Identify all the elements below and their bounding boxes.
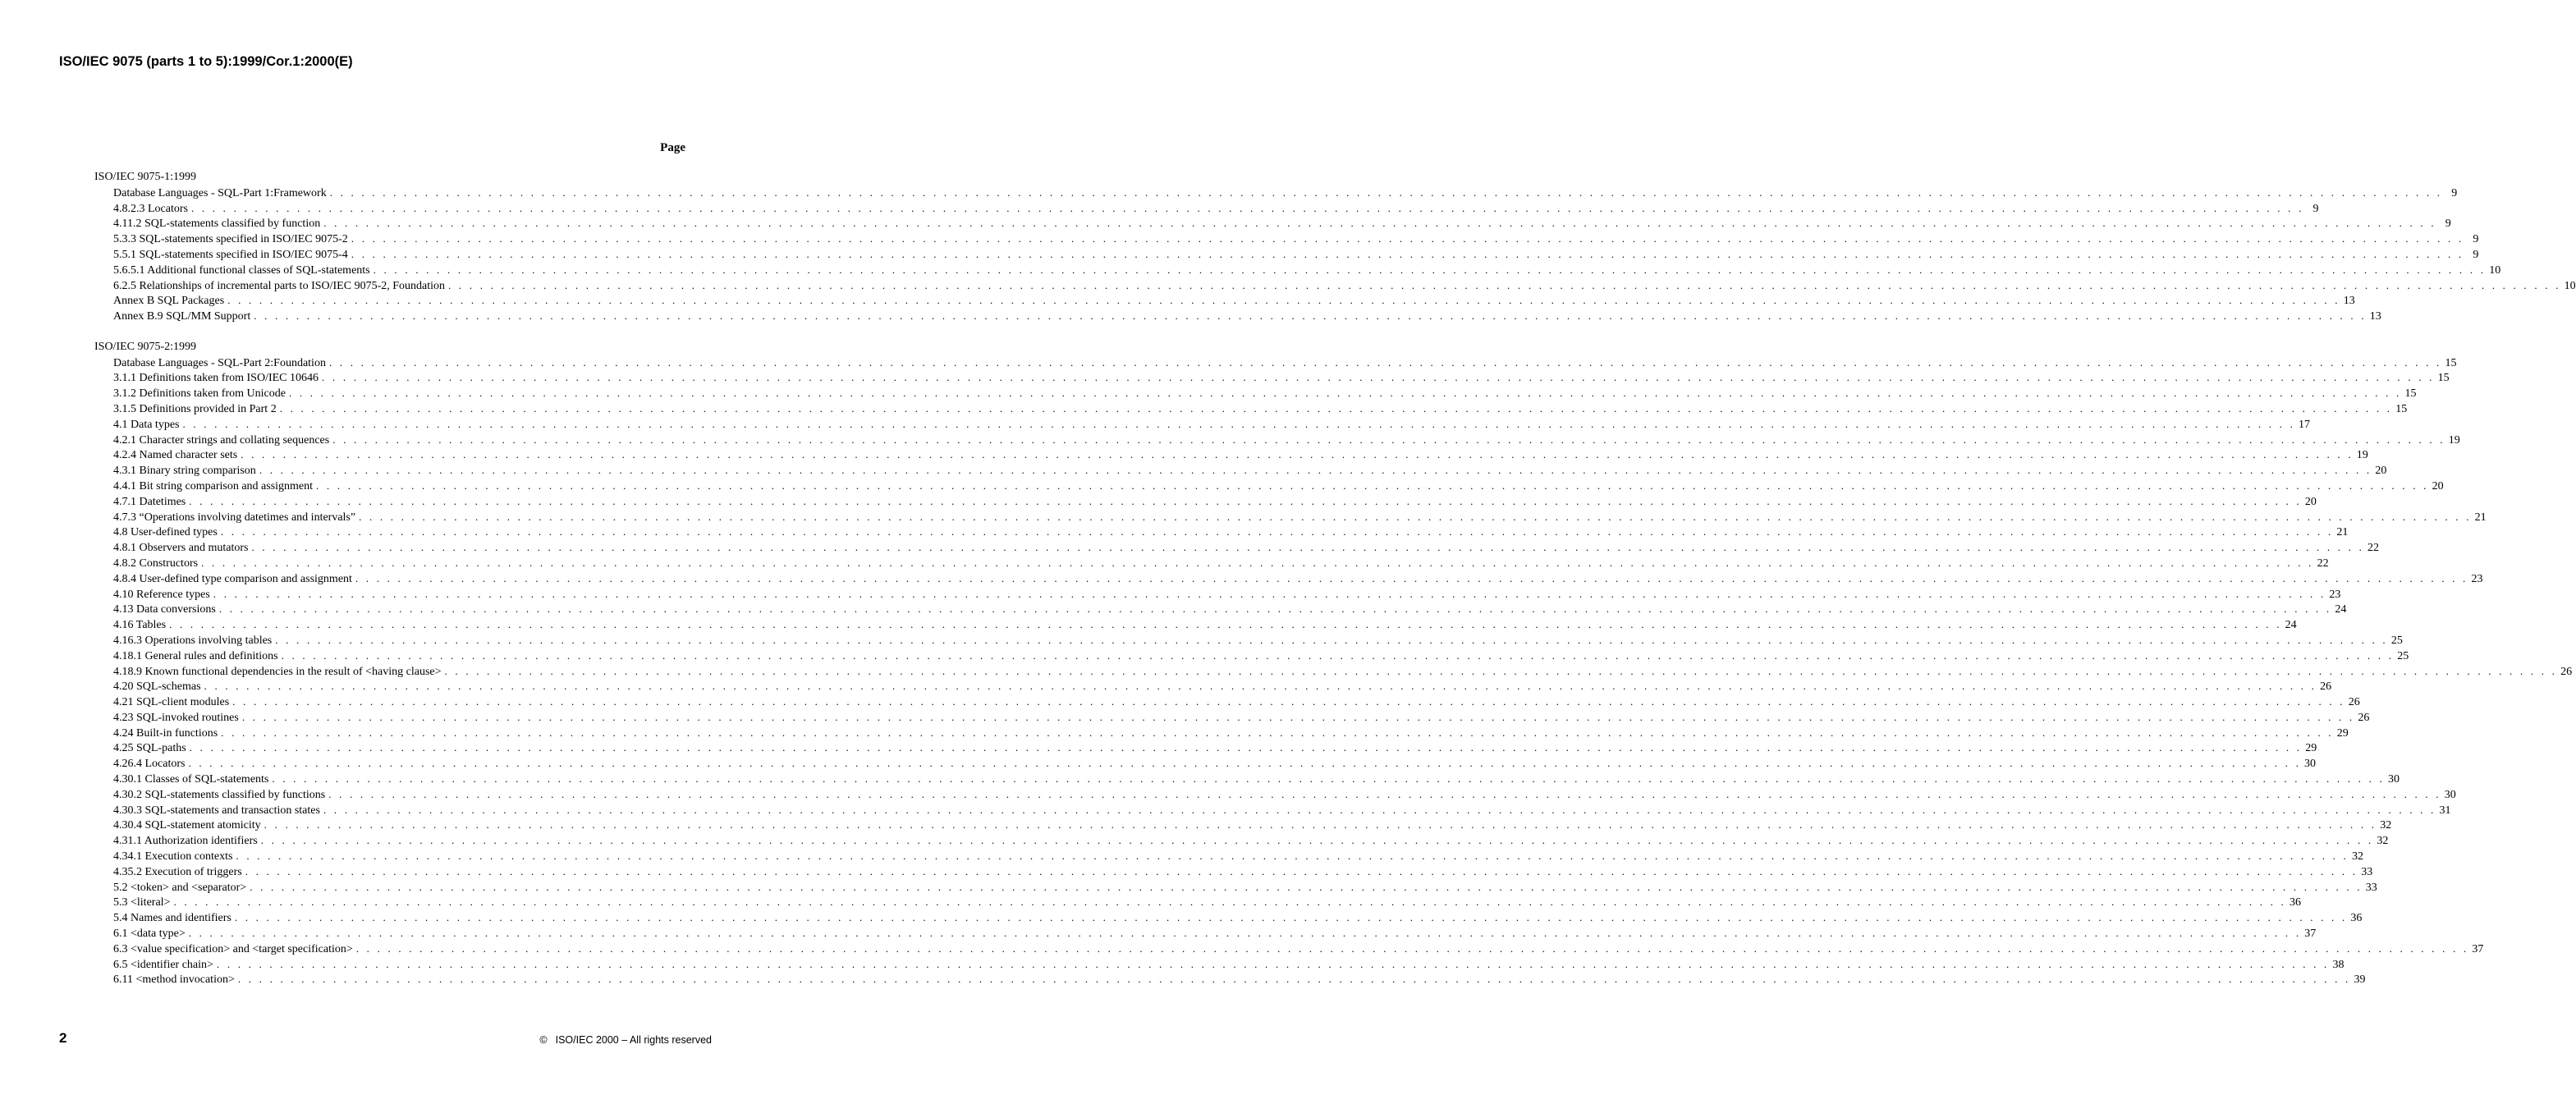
- toc-entry[interactable]: [94, 401, 2408, 417]
- copyright-notice: [539, 1034, 712, 1046]
- toc-entry[interactable]: [94, 926, 2317, 941]
- toc-entry-title: Database Languages - SQL-Part 2:Foundation: [113, 356, 326, 369]
- dot-leader: . . . . . . . . . . . . . . . . . . . . . . . . . . . . . . . . . . . . . . . . . . . . . . . . . . . . . . . . . . . . . . . . . . . . . . . . . . . . . . . . . . . . . . . . . . . . . . . . . . . . . . . . . . . . . . . . . . . . . . . . . . . . . . . . . . . . . . . . . . . . . . . . . . . . . . . . . . . . . . . . . . . . . . . . . . . . . . . . . . . . . . . . . . . . . . . . . . . . . . . .: [355, 571, 2468, 584]
- toc-entry-title: 4.30.1 Classes of SQL-statements: [113, 773, 269, 786]
- toc-entry[interactable]: [94, 617, 2297, 633]
- toc-entry-title: 4.20 SQL-schemas: [113, 680, 201, 694]
- toc-entry[interactable]: [94, 278, 2576, 294]
- toc-entry-title: 4.31.1 Authorization identifiers: [113, 835, 258, 848]
- toc-entry[interactable]: [94, 587, 2341, 602]
- toc-entry[interactable]: [94, 772, 2400, 787]
- toc-entry[interactable]: [94, 186, 2458, 201]
- toc-entry-title: 4.2.4 Named character sets: [113, 449, 238, 462]
- toc-entry[interactable]: [94, 679, 2332, 694]
- dot-leader: . . . . . . . . . . . . . . . . . . . . . . . . . . . . . . . . . . . . . . . . . . . . . . . . . . . . . . . . . . . . . . . . . . . . . . . . . . . . . . . . . . . . . . . . . . . . . . . . . . . . . . . . . . . . . . . . . . . . . . . . . . . . . . . . . . . . . . . . . . . . . . . . . . . . . . . . . . . . . . . . . . . . . . . . . . . . . . . . . . . . . . . . . . . . . . . . . . . . . . . .: [351, 247, 2464, 260]
- toc-entry-title: 6.2.5 Relationships of incremental parts to ISO/IEC 9075-2, Foundation: [113, 279, 446, 292]
- toc-entry-page: 32: [2380, 819, 2392, 832]
- toc-entry[interactable]: [94, 540, 2380, 556]
- dot-leader: . . . . . . . . . . . . . . . . . . . . . . . . . . . . . . . . . . . . . . . . . . . . . . . . . . . . . . . . . . . . . . . . . . . . . . . . . . . . . . . . . . . . . . . . . . . . . . . . . . . . . . . . . . . . . . . . . . . . . . . . . . . . . . . . . . . . . . . . . . . . . . . . . . . . . . . . . . . . . . . . . . . . . . . . . . . . . . . . . . . . . . . . . . . . . . . . . . . . . . . .: [259, 464, 2372, 477]
- toc-entry[interactable]: [94, 648, 2409, 664]
- toc-entry[interactable]: [94, 756, 2317, 772]
- toc-entry-title: 4.18.9 Known functional dependencies in the result of <having clause>: [113, 665, 442, 678]
- toc-entry-title: 4.18.1 General rules and definitions: [113, 649, 278, 662]
- toc-entry[interactable]: [94, 941, 2484, 957]
- dot-leader: . . . . . . . . . . . . . . . . . . . . . . . . . . . . . . . . . . . . . . . . . . . . . . . . . . . . . . . . . . . . . . . . . . . . . . . . . . . . . . . . . . . . . . . . . . . . . . . . . . . . . . . . . . . . . . . . . . . . . . . . . . . . . . . . . . . . . . . . . . . . . . . . . . . . . . . . . . . . . . . . . . . . . . . . . . . . . . . . . . . . . . . . . . . . . . . . . . . . . . . .: [188, 757, 2302, 770]
- dot-leader: . . . . . . . . . . . . . . . . . . . . . . . . . . . . . . . . . . . . . . . . . . . . . . . . . . . . . . . . . . . . . . . . . . . . . . . . . . . . . . . . . . . . . . . . . . . . . . . . . . . . . . . . . . . . . . . . . . . . . . . . . . . . . . . . . . . . . . . . . . . . . . . . . . . . . . . . . . . . . . . . . . . . . . . . . . . . . . . . . . . . . . . . . . . . . . . . . . . . . . . .: [227, 294, 2340, 307]
- toc-entry-title: 4.25 SQL-paths: [113, 742, 186, 755]
- dot-leader: . . . . . . . . . . . . . . . . . . . . . . . . . . . . . . . . . . . . . . . . . . . . . . . . . . . . . . . . . . . . . . . . . . . . . . . . . . . . . . . . . . . . . . . . . . . . . . . . . . . . . . . . . . . . . . . . . . . . . . . . . . . . . . . . . . . . . . . . . . . . . . . . . . . . . . . . . . . . . . . . . . . . . . . . . . . . . . . . . . . . . . . . . . . . . . . . . . . . . . . .: [328, 355, 2442, 369]
- dot-leader: . . . . . . . . . . . . . . . . . . . . . . . . . . . . . . . . . . . . . . . . . . . . . . . . . . . . . . . . . . . . . . . . . . . . . . . . . . . . . . . . . . . . . . . . . . . . . . . . . . . . . . . . . . . . . . . . . . . . . . . . . . . . . . . . . . . . . . . . . . . . . . . . . . . . . . . . . . . . . . . . . . . . . . . . . . . . . . . . . . . . . . . . . . . . . . . . . . . . . . . .: [279, 401, 2393, 415]
- toc-entry-page: 29: [2305, 742, 2317, 755]
- toc-entry-title: 4.16 Tables: [113, 619, 167, 632]
- toc-entry[interactable]: [94, 447, 2368, 463]
- toc-entry-title: 4.8.4 User-defined type comparison and assignment: [113, 572, 352, 585]
- dot-leader: . . . . . . . . . . . . . . . . . . . . . . . . . . . . . . . . . . . . . . . . . . . . . . . . . . . . . . . . . . . . . . . . . . . . . . . . . . . . . . . . . . . . . . . . . . . . . . . . . . . . . . . . . . . . . . . . . . . . . . . . . . . . . . . . . . . . . . . . . . . . . . . . . . . . . . . . . . . . . . . . . . . . . . . . . . . . . . . . . . . . . . . . . . . . . . . . . . . . . . . .: [237, 973, 2351, 986]
- toc-entry-title: 4.8.1 Observers and mutators: [113, 542, 249, 555]
- dot-leader: . . . . . . . . . . . . . . . . . . . . . . . . . . . . . . . . . . . . . . . . . . . . . . . . . . . . . . . . . . . . . . . . . . . . . . . . . . . . . . . . . . . . . . . . . . . . . . . . . . . . . . . . . . . . . . . . . . . . . . . . . . . . . . . . . . . . . . . . . . . . . . . . . . . . . . . . . . . . . . . . . . . . . . . . . . . . . . . . . . . . . . . . . . . . . . . . . . . . . . . .: [182, 417, 2296, 430]
- toc-entry-title: 4.4.1 Bit string comparison and assignment: [113, 479, 314, 492]
- toc-entry[interactable]: [94, 370, 2450, 386]
- toc-entry-page: 10: [2564, 279, 2576, 292]
- dot-leader: . . . . . . . . . . . . . . . . . . . . . . . . . . . . . . . . . . . . . . . . . . . . . . . . . . . . . . . . . . . . . . . . . . . . . . . . . . . . . . . . . . . . . . . . . . . . . . . . . . . . . . . . . . . . . . . . . . . . . . . . . . . . . . . . . . . . . . . . . . . . . . . . . . . . . . . . . . . . . . . . . . . . . . . . . . . . . . . . . . . . . . . . . . . . . . . . . . . . . . . .: [373, 263, 2487, 276]
- toc-entry[interactable]: [94, 633, 2403, 648]
- dot-leader: . . . . . . . . . . . . . . . . . . . . . . . . . . . . . . . . . . . . . . . . . . . . . . . . . . . . . . . . . . . . . . . . . . . . . . . . . . . . . . . . . . . . . . . . . . . . . . . . . . . . . . . . . . . . . . . . . . . . . . . . . . . . . . . . . . . . . . . . . . . . . . . . . . . . . . . . . . . . . . . . . . . . . . . . . . . . . . . . . . . . . . . . . . . . . . . . . . . . . . . .: [245, 864, 2358, 877]
- dot-leader: . . . . . . . . . . . . . . . . . . . . . . . . . . . . . . . . . . . . . . . . . . . . . . . . . . . . . . . . . . . . . . . . . . . . . . . . . . . . . . . . . . . . . . . . . . . . . . . . . . . . . . . . . . . . . . . . . . . . . . . . . . . . . . . . . . . . . . . . . . . . . . . . . . . . . . . . . . . . . . . . . . . . . . . . . . . . . . . . . . . . . . . . . . . . . . . . . . . . . . . .: [221, 726, 2334, 739]
- toc-entry-page: 32: [2377, 835, 2389, 848]
- toc-entry[interactable]: [94, 740, 2317, 756]
- toc-entry-title: 4.21 SQL-client modules: [113, 696, 230, 709]
- toc-entry-title: 4.26.4 Locators: [113, 758, 186, 771]
- toc-entry-title: 5.4 Names and identifiers: [113, 912, 231, 925]
- toc-entry[interactable]: [94, 263, 2501, 278]
- toc-entry-page: 29: [2336, 726, 2349, 740]
- toc-entry-page: 24: [2285, 619, 2297, 632]
- toc-entry-title: 4.30.4 SQL-statement atomicity: [113, 819, 261, 832]
- toc-entry[interactable]: [94, 201, 2319, 217]
- toc-entry-title: 4.35.2 Execution of triggers: [113, 865, 242, 878]
- toc-entry-page: 38: [2332, 958, 2345, 971]
- toc-entry[interactable]: [94, 556, 2329, 571]
- toc-entry[interactable]: [94, 726, 2349, 741]
- toc-entry-title: 4.3.1 Binary string comparison: [113, 465, 256, 478]
- toc-entry-page: 10: [2489, 263, 2501, 277]
- toc-entry-page: 15: [2395, 402, 2408, 415]
- toc-entry-page: 13: [2369, 310, 2381, 323]
- toc-section-heading: ISO/IEC 9075-2:1999: [94, 340, 197, 353]
- toc-entry-page: 30: [2304, 758, 2317, 771]
- toc-entry-page: 22: [2367, 542, 2380, 555]
- toc-entry-page: 20: [2304, 495, 2317, 508]
- copyright-icon: ©: [539, 1034, 548, 1046]
- toc-entry-page: 9: [2473, 233, 2479, 246]
- dot-leader: . . . . . . . . . . . . . . . . . . . . . . . . . . . . . . . . . . . . . . . . . . . . . . . . . . . . . . . . . . . . . . . . . . . . . . . . . . . . . . . . . . . . . . . . . . . . . . . . . . . . . . . . . . . . . . . . . . . . . . . . . . . . . . . . . . . . . . . . . . . . . . . . . . . . . . . . . . . . . . . . . . . . . . . . . . . . . . . . . . . . . . . . . . . . . . . . . . . . . . . .: [251, 541, 2365, 554]
- toc-entry-title: 4.23 SQL-invoked routines: [113, 711, 239, 724]
- dot-leader: . . . . . . . . . . . . . . . . . . . . . . . . . . . . . . . . . . . . . . . . . . . . . . . . . . . . . . . . . . . . . . . . . . . . . . . . . . . . . . . . . . . . . . . . . . . . . . . . . . . . . . . . . . . . . . . . . . . . . . . . . . . . . . . . . . . . . . . . . . . . . . . . . . . . . . . . . . . . . . . . . . . . . . . . . . . . . . . . . . . . . . . . . . . . . . . . . . . . . . . .: [316, 479, 2429, 492]
- toc-entry[interactable]: [94, 433, 2460, 448]
- toc-entry-page: 32: [2351, 850, 2363, 864]
- toc-entry-title: 4.8.2 Constructors: [113, 557, 199, 570]
- toc-entry-page: 37: [2304, 928, 2317, 941]
- dot-leader: . . . . . . . . . . . . . . . . . . . . . . . . . . . . . . . . . . . . . . . . . . . . . . . . . . . . . . . . . . . . . . . . . . . . . . . . . . . . . . . . . . . . . . . . . . . . . . . . . . . . . . . . . . . . . . . . . . . . . . . . . . . . . . . . . . . . . . . . . . . . . . . . . . . . . . . . . . . . . . . . . . . . . . . . . . . . . . . . . . . . . . . . . . . . . . . . . . . . . . . .: [329, 186, 2443, 199]
- toc-entry[interactable]: [94, 293, 2355, 309]
- toc-entry[interactable]: [94, 664, 2573, 680]
- toc-entry-page: 15: [2445, 356, 2457, 369]
- toc-entry[interactable]: [94, 309, 2381, 324]
- toc-entry-page: 23: [2329, 588, 2341, 601]
- toc-entry-title: 3.1.5 Definitions provided in Part 2: [113, 402, 277, 415]
- toc-entry-title: 5.5.1 SQL-statements specified in ISO/IEC 9075-4: [113, 248, 348, 261]
- toc-entry-page: 20: [2432, 479, 2444, 492]
- table-of-contents: [94, 170, 2576, 1003]
- toc-entry-page: 30: [2444, 788, 2456, 801]
- toc-entry-title: 4.7.3 “Operations involving datetimes and intervals”: [113, 511, 356, 524]
- toc-entry-title: 6.3 <value specification> and <target specification>: [113, 942, 353, 955]
- toc-entry-page: 26: [2560, 665, 2573, 678]
- toc-entry[interactable]: [94, 710, 2370, 726]
- dot-leader: . . . . . . . . . . . . . . . . . . . . . . . . . . . . . . . . . . . . . . . . . . . . . . . . . . . . . . . . . . . . . . . . . . . . . . . . . . . . . . . . . . . . . . . . . . . . . . . . . . . . . . . . . . . . . . . . . . . . . . . . . . . . . . . . . . . . . . . . . . . . . . . . . . . . . . . . . . . . . . . . . . . . . . . . . . . . . . . . . . . . . . . . . . . . . . . . . . . . . . . .: [232, 695, 2345, 708]
- dot-leader: . . . . . . . . . . . . . . . . . . . . . . . . . . . . . . . . . . . . . . . . . . . . . . . . . . . . . . . . . . . . . . . . . . . . . . . . . . . . . . . . . . . . . . . . . . . . . . . . . . . . . . . . . . . . . . . . . . . . . . . . . . . . . . . . . . . . . . . . . . . . . . . . . . . . . . . . . . . . . . . . . . . . . . . . . . . . . . . . . . . . . . . . . . . . . . . . . . . . . . . .: [254, 309, 2367, 323]
- toc-entry-title: 6.11 <method invocation>: [113, 973, 235, 987]
- toc-entry-title: 5.3.3 SQL-statements specified in ISO/IEC 9075-2: [113, 233, 348, 246]
- toc-entry[interactable]: [94, 957, 2345, 973]
- dot-leader: . . . . . . . . . . . . . . . . . . . . . . . . . . . . . . . . . . . . . . . . . . . . . . . . . . . . . . . . . . . . . . . . . . . . . . . . . . . . . . . . . . . . . . . . . . . . . . . . . . . . . . . . . . . . . . . . . . . . . . . . . . . . . . . . . . . . . . . . . . . . . . . . . . . . . . . . . . . . . . . . . . . . . . . . . . . . . . . . . . . . . . . . . . . . . . . . . . . . . . . .: [234, 911, 2348, 924]
- toc-entry-page: 9: [2473, 248, 2479, 261]
- toc-entry-title: Annex B SQL Packages: [113, 295, 225, 308]
- toc-entry-title: 6.1 <data type>: [113, 928, 186, 941]
- toc-entry-page: 22: [2317, 557, 2329, 570]
- toc-entry-title: 3.1.1 Definitions taken from ISO/IEC 10646: [113, 372, 319, 385]
- dot-leader: . . . . . . . . . . . . . . . . . . . . . . . . . . . . . . . . . . . . . . . . . . . . . . . . . . . . . . . . . . . . . . . . . . . . . . . . . . . . . . . . . . . . . . . . . . . . . . . . . . . . . . . . . . . . . . . . . . . . . . . . . . . . . . . . . . . . . . . . . . . . . . . . . . . . . . . . . . . . . . . . . . . . . . . . . . . . . . . . . . . . . . . . . . . . . . . . . . . . . . . .: [189, 494, 2302, 507]
- toc-entry-page: 21: [2336, 526, 2349, 539]
- toc-entry-page: 31: [2439, 804, 2451, 817]
- toc-entry[interactable]: [94, 571, 2483, 587]
- toc-entry[interactable]: [94, 479, 2444, 494]
- toc-entry-page: 23: [2471, 572, 2483, 585]
- dot-leader: . . . . . . . . . . . . . . . . . . . . . . . . . . . . . . . . . . . . . . . . . . . . . . . . . . . . . . . . . . . . . . . . . . . . . . . . . . . . . . . . . . . . . . . . . . . . . . . . . . . . . . . . . . . . . . . . . . . . . . . . . . . . . . . . . . . . . . . . . . . . . . . . . . . . . . . . . . . . . . . . . . . . . . . . . . . . . . . . . . . . . . . . . . . . . . . . . . . . . . . .: [444, 664, 2558, 677]
- toc-entry[interactable]: [94, 216, 2451, 231]
- dot-leader: . . . . . . . . . . . . . . . . . . . . . . . . . . . . . . . . . . . . . . . . . . . . . . . . . . . . . . . . . . . . . . . . . . . . . . . . . . . . . . . . . . . . . . . . . . . . . . . . . . . . . . . . . . . . . . . . . . . . . . . . . . . . . . . . . . . . . . . . . . . . . . . . . . . . . . . . . . . . . . . . . . . . . . . . . . . . . . . . . . . . . . . . . . . . . . . . . . . . . . . .: [190, 201, 2304, 214]
- dot-leader: . . . . . . . . . . . . . . . . . . . . . . . . . . . . . . . . . . . . . . . . . . . . . . . . . . . . . . . . . . . . . . . . . . . . . . . . . . . . . . . . . . . . . . . . . . . . . . . . . . . . . . . . . . . . . . . . . . . . . . . . . . . . . . . . . . . . . . . . . . . . . . . . . . . . . . . . . . . . . . . . . . . . . . . . . . . . . . . . . . . . . . . . . . . . . . . . . . . . . . . .: [173, 896, 2287, 909]
- toc-entry[interactable]: [94, 972, 2366, 987]
- toc-entry-title: 3.1.2 Definitions taken from Unicode: [113, 387, 286, 401]
- toc-section: [94, 170, 2576, 324]
- dot-leader: . . . . . . . . . . . . . . . . . . . . . . . . . . . . . . . . . . . . . . . . . . . . . . . . . . . . . . . . . . . . . . . . . . . . . . . . . . . . . . . . . . . . . . . . . . . . . . . . . . . . . . . . . . . . . . . . . . . . . . . . . . . . . . . . . . . . . . . . . . . . . . . . . . . . . . . . . . . . . . . . . . . . . . . . . . . . . . . . . . . . . . . . . . . . . . . . . . . . . . . .: [351, 232, 2464, 245]
- toc-entry-page: 21: [2474, 511, 2487, 524]
- dot-leader: . . . . . . . . . . . . . . . . . . . . . . . . . . . . . . . . . . . . . . . . . . . . . . . . . . . . . . . . . . . . . . . . . . . . . . . . . . . . . . . . . . . . . . . . . . . . . . . . . . . . . . . . . . . . . . . . . . . . . . . . . . . . . . . . . . . . . . . . . . . . . . . . . . . . . . . . . . . . . . . . . . . . . . . . . . . . . . . . . . . . . . . . . . . . . . . . . . . . . . . .: [220, 525, 2334, 538]
- toc-entry-title: 6.5 <identifier chain>: [113, 958, 213, 971]
- toc-entry-page: 26: [2320, 680, 2332, 694]
- running-header: ISO/IEC 9075 (parts 1 to 5):1999/Cor.1:2000(E): [59, 54, 353, 69]
- toc-entry[interactable]: [94, 510, 2487, 525]
- dot-leader: . . . . . . . . . . . . . . . . . . . . . . . . . . . . . . . . . . . . . . . . . . . . . . . . . . . . . . . . . . . . . . . . . . . . . . . . . . . . . . . . . . . . . . . . . . . . . . . . . . . . . . . . . . . . . . . . . . . . . . . . . . . . . . . . . . . . . . . . . . . . . . . . . . . . . . . . . . . . . . . . . . . . . . . . . . . . . . . . . . . . . . . . . . . . . . . . . . . . . . . .: [204, 680, 2317, 693]
- toc-entry-page: 15: [2404, 387, 2417, 401]
- toc-entry[interactable]: [94, 417, 2311, 433]
- toc-entry[interactable]: [94, 880, 2377, 896]
- toc-entry-title: Annex B.9 SQL/MM Support: [113, 310, 251, 323]
- toc-entry-page: 39: [2354, 973, 2366, 987]
- toc-entry-page: 37: [2472, 942, 2484, 955]
- toc-entry-page: 36: [2290, 896, 2302, 909]
- toc-entry[interactable]: [94, 694, 2360, 710]
- toc-entry-title: Database Languages - SQL-Part 1:Framework: [113, 186, 327, 199]
- dot-leader: . . . . . . . . . . . . . . . . . . . . . . . . . . . . . . . . . . . . . . . . . . . . . . . . . . . . . . . . . . . . . . . . . . . . . . . . . . . . . . . . . . . . . . . . . . . . . . . . . . . . . . . . . . . . . . . . . . . . . . . . . . . . . . . . . . . . . . . . . . . . . . . . . . . . . . . . . . . . . . . . . . . . . . . . . . . . . . . . . . . . . . . . . . . . . . . . . . . . . . . .: [332, 433, 2445, 446]
- toc-entry[interactable]: [94, 231, 2479, 247]
- dot-leader: . . . . . . . . . . . . . . . . . . . . . . . . . . . . . . . . . . . . . . . . . . . . . . . . . . . . . . . . . . . . . . . . . . . . . . . . . . . . . . . . . . . . . . . . . . . . . . . . . . . . . . . . . . . . . . . . . . . . . . . . . . . . . . . . . . . . . . . . . . . . . . . . . . . . . . . . . . . . . . . . . . . . . . . . . . . . . . . . . . . . . . . . . . . . . . . . . . . . . . . .: [323, 217, 2436, 230]
- toc-entry-page: 15: [2437, 372, 2450, 385]
- dot-leader: . . . . . . . . . . . . . . . . . . . . . . . . . . . . . . . . . . . . . . . . . . . . . . . . . . . . . . . . . . . . . . . . . . . . . . . . . . . . . . . . . . . . . . . . . . . . . . . . . . . . . . . . . . . . . . . . . . . . . . . . . . . . . . . . . . . . . . . . . . . . . . . . . . . . . . . . . . . . . . . . . . . . . . . . . . . . . . . . . . . . . . . . . . . . . . . . . . . . . . . .: [260, 834, 2374, 847]
- toc-section-heading: ISO/IEC 9075-1:1999: [94, 171, 197, 183]
- toc-entry[interactable]: [94, 494, 2317, 510]
- toc-entry-title: 4.16.3 Operations involving tables: [113, 634, 273, 647]
- dot-leader: . . . . . . . . . . . . . . . . . . . . . . . . . . . . . . . . . . . . . . . . . . . . . . . . . . . . . . . . . . . . . . . . . . . . . . . . . . . . . . . . . . . . . . . . . . . . . . . . . . . . . . . . . . . . . . . . . . . . . . . . . . . . . . . . . . . . . . . . . . . . . . . . . . . . . . . . . . . . . . . . . . . . . . . . . . . . . . . . . . . . . . . . . . . . . . . . . . . . . . . .: [189, 741, 2303, 754]
- toc-entry-page: 26: [2358, 711, 2370, 724]
- toc-entry[interactable]: [94, 895, 2302, 910]
- copyright-text: ISO/IEC 2000 – All rights reserved: [555, 1034, 712, 1046]
- toc-entry[interactable]: [94, 355, 2457, 371]
- toc-entry-title: 4.13 Data conversions: [113, 603, 216, 616]
- toc-entry-title: 4.2.1 Character strings and collating sequences: [113, 433, 330, 447]
- dot-leader: . . . . . . . . . . . . . . . . . . . . . . . . . . . . . . . . . . . . . . . . . . . . . . . . . . . . . . . . . . . . . . . . . . . . . . . . . . . . . . . . . . . . . . . . . . . . . . . . . . . . . . . . . . . . . . . . . . . . . . . . . . . . . . . . . . . . . . . . . . . . . . . . . . . . . . . . . . . . . . . . . . . . . . . . . . . . . . . . . . . . . . . . . . . . . . . . . . . . . . . .: [359, 510, 2472, 523]
- toc-entry-page: 26: [2348, 696, 2360, 709]
- toc-entry-page: 9: [2445, 218, 2451, 231]
- toc-entry-page: 13: [2343, 295, 2355, 308]
- dot-leader: . . . . . . . . . . . . . . . . . . . . . . . . . . . . . . . . . . . . . . . . . . . . . . . . . . . . . . . . . . . . . . . . . . . . . . . . . . . . . . . . . . . . . . . . . . . . . . . . . . . . . . . . . . . . . . . . . . . . . . . . . . . . . . . . . . . . . . . . . . . . . . . . . . . . . . . . . . . . . . . . . . . . . . . . . . . . . . . . . . . . . . . . . . . . . . . . . . . . . . . .: [236, 850, 2349, 863]
- dot-leader: . . . . . . . . . . . . . . . . . . . . . . . . . . . . . . . . . . . . . . . . . . . . . . . . . . . . . . . . . . . . . . . . . . . . . . . . . . . . . . . . . . . . . . . . . . . . . . . . . . . . . . . . . . . . . . . . . . . . . . . . . . . . . . . . . . . . . . . . . . . . . . . . . . . . . . . . . . . . . . . . . . . . . . . . . . . . . . . . . . . . . . . . . . . . . . . . . . . . . . . .: [201, 556, 2314, 569]
- toc-entry[interactable]: [94, 849, 2363, 864]
- toc-entry-title: 5.2 <token> and <separator>: [113, 881, 247, 894]
- toc-entry-page: 33: [2361, 865, 2373, 878]
- toc-entry-page: 9: [2451, 186, 2458, 199]
- dot-leader: . . . . . . . . . . . . . . . . . . . . . . . . . . . . . . . . . . . . . . . . . . . . . . . . . . . . . . . . . . . . . . . . . . . . . . . . . . . . . . . . . . . . . . . . . . . . . . . . . . . . . . . . . . . . . . . . . . . . . . . . . . . . . . . . . . . . . . . . . . . . . . . . . . . . . . . . . . . . . . . . . . . . . . . . . . . . . . . . . . . . . . . . . . . . . . . . . . . . . . . .: [448, 278, 2561, 291]
- toc-entry[interactable]: [94, 525, 2349, 540]
- toc-entry[interactable]: [94, 833, 2389, 849]
- toc-entry-title: 4.24 Built-in functions: [113, 726, 218, 740]
- dot-leader: . . . . . . . . . . . . . . . . . . . . . . . . . . . . . . . . . . . . . . . . . . . . . . . . . . . . . . . . . . . . . . . . . . . . . . . . . . . . . . . . . . . . . . . . . . . . . . . . . . . . . . . . . . . . . . . . . . . . . . . . . . . . . . . . . . . . . . . . . . . . . . . . . . . . . . . . . . . . . . . . . . . . . . . . . . . . . . . . . . . . . . . . . . . . . . . . . . . . . . . .: [169, 618, 2282, 631]
- dot-leader: . . . . . . . . . . . . . . . . . . . . . . . . . . . . . . . . . . . . . . . . . . . . . . . . . . . . . . . . . . . . . . . . . . . . . . . . . . . . . . . . . . . . . . . . . . . . . . . . . . . . . . . . . . . . . . . . . . . . . . . . . . . . . . . . . . . . . . . . . . . . . . . . . . . . . . . . . . . . . . . . . . . . . . . . . . . . . . . . . . . . . . . . . . . . . . . . . . . . . . . .: [322, 371, 2435, 384]
- dot-leader: . . . . . . . . . . . . . . . . . . . . . . . . . . . . . . . . . . . . . . . . . . . . . . . . . . . . . . . . . . . . . . . . . . . . . . . . . . . . . . . . . . . . . . . . . . . . . . . . . . . . . . . . . . . . . . . . . . . . . . . . . . . . . . . . . . . . . . . . . . . . . . . . . . . . . . . . . . . . . . . . . . . . . . . . . . . . . . . . . . . . . . . . . . . . . . . . . . . . . . . .: [281, 648, 2395, 662]
- toc-entry[interactable]: [94, 818, 2392, 833]
- dot-leader: . . . . . . . . . . . . . . . . . . . . . . . . . . . . . . . . . . . . . . . . . . . . . . . . . . . . . . . . . . . . . . . . . . . . . . . . . . . . . . . . . . . . . . . . . . . . . . . . . . . . . . . . . . . . . . . . . . . . . . . . . . . . . . . . . . . . . . . . . . . . . . . . . . . . . . . . . . . . . . . . . . . . . . . . . . . . . . . . . . . . . . . . . . . . . . . . . . . . . . . .: [272, 772, 2385, 786]
- toc-entry-title: 4.30.3 SQL-statements and transaction states: [113, 804, 320, 817]
- toc-entry-page: 19: [2356, 449, 2368, 462]
- toc-entry-page: 19: [2448, 433, 2460, 447]
- dot-leader: . . . . . . . . . . . . . . . . . . . . . . . . . . . . . . . . . . . . . . . . . . . . . . . . . . . . . . . . . . . . . . . . . . . . . . . . . . . . . . . . . . . . . . . . . . . . . . . . . . . . . . . . . . . . . . . . . . . . . . . . . . . . . . . . . . . . . . . . . . . . . . . . . . . . . . . . . . . . . . . . . . . . . . . . . . . . . . . . . . . . . . . . . . . . . . . . . . . . . . . .: [218, 602, 2332, 616]
- toc-entry-page: 25: [2390, 634, 2403, 647]
- toc-entry-page: 9: [2312, 202, 2319, 215]
- toc-entry-title: 4.34.1 Execution contexts: [113, 850, 233, 864]
- toc-section: [94, 340, 2573, 987]
- page-column-label: Page: [660, 141, 685, 154]
- toc-entry[interactable]: [94, 602, 2347, 617]
- toc-entry[interactable]: [94, 386, 2417, 401]
- toc-entry-title: 4.1 Data types: [113, 418, 180, 431]
- dot-leader: . . . . . . . . . . . . . . . . . . . . . . . . . . . . . . . . . . . . . . . . . . . . . . . . . . . . . . . . . . . . . . . . . . . . . . . . . . . . . . . . . . . . . . . . . . . . . . . . . . . . . . . . . . . . . . . . . . . . . . . . . . . . . . . . . . . . . . . . . . . . . . . . . . . . . . . . . . . . . . . . . . . . . . . . . . . . . . . . . . . . . . . . . . . . . . . . . . . . . . . .: [323, 803, 2436, 816]
- dot-leader: . . . . . . . . . . . . . . . . . . . . . . . . . . . . . . . . . . . . . . . . . . . . . . . . . . . . . . . . . . . . . . . . . . . . . . . . . . . . . . . . . . . . . . . . . . . . . . . . . . . . . . . . . . . . . . . . . . . . . . . . . . . . . . . . . . . . . . . . . . . . . . . . . . . . . . . . . . . . . . . . . . . . . . . . . . . . . . . . . . . . . . . . . . . . . . . . . . . . . . . .: [213, 587, 2326, 600]
- toc-entry-page: 17: [2299, 418, 2311, 431]
- toc-entry[interactable]: [94, 864, 2373, 880]
- dot-leader: . . . . . . . . . . . . . . . . . . . . . . . . . . . . . . . . . . . . . . . . . . . . . . . . . . . . . . . . . . . . . . . . . . . . . . . . . . . . . . . . . . . . . . . . . . . . . . . . . . . . . . . . . . . . . . . . . . . . . . . . . . . . . . . . . . . . . . . . . . . . . . . . . . . . . . . . . . . . . . . . . . . . . . . . . . . . . . . . . . . . . . . . . . . . . . . . . . . . . . . .: [275, 633, 2388, 646]
- dot-leader: . . . . . . . . . . . . . . . . . . . . . . . . . . . . . . . . . . . . . . . . . . . . . . . . . . . . . . . . . . . . . . . . . . . . . . . . . . . . . . . . . . . . . . . . . . . . . . . . . . . . . . . . . . . . . . . . . . . . . . . . . . . . . . . . . . . . . . . . . . . . . . . . . . . . . . . . . . . . . . . . . . . . . . . . . . . . . . . . . . . . . . . . . . . . . . . . . . . . . . . .: [328, 787, 2441, 800]
- dot-leader: . . . . . . . . . . . . . . . . . . . . . . . . . . . . . . . . . . . . . . . . . . . . . . . . . . . . . . . . . . . . . . . . . . . . . . . . . . . . . . . . . . . . . . . . . . . . . . . . . . . . . . . . . . . . . . . . . . . . . . . . . . . . . . . . . . . . . . . . . . . . . . . . . . . . . . . . . . . . . . . . . . . . . . . . . . . . . . . . . . . . . . . . . . . . . . . . . . . . . . . .: [241, 710, 2355, 723]
- dot-leader: . . . . . . . . . . . . . . . . . . . . . . . . . . . . . . . . . . . . . . . . . . . . . . . . . . . . . . . . . . . . . . . . . . . . . . . . . . . . . . . . . . . . . . . . . . . . . . . . . . . . . . . . . . . . . . . . . . . . . . . . . . . . . . . . . . . . . . . . . . . . . . . . . . . . . . . . . . . . . . . . . . . . . . . . . . . . . . . . . . . . . . . . . . . . . . . . . . . . . . . .: [288, 387, 2402, 400]
- toc-entry-page: 30: [2387, 773, 2400, 786]
- toc-entry-title: 5.3 <literal>: [113, 896, 171, 909]
- toc-entry[interactable]: [94, 910, 2363, 926]
- toc-entry[interactable]: [94, 787, 2456, 803]
- dot-leader: . . . . . . . . . . . . . . . . . . . . . . . . . . . . . . . . . . . . . . . . . . . . . . . . . . . . . . . . . . . . . . . . . . . . . . . . . . . . . . . . . . . . . . . . . . . . . . . . . . . . . . . . . . . . . . . . . . . . . . . . . . . . . . . . . . . . . . . . . . . . . . . . . . . . . . . . . . . . . . . . . . . . . . . . . . . . . . . . . . . . . . . . . . . . . . . . . . . . . . . .: [264, 818, 2377, 831]
- toc-entry-title: 4.11.2 SQL-statements classified by function: [113, 218, 321, 231]
- dot-leader: . . . . . . . . . . . . . . . . . . . . . . . . . . . . . . . . . . . . . . . . . . . . . . . . . . . . . . . . . . . . . . . . . . . . . . . . . . . . . . . . . . . . . . . . . . . . . . . . . . . . . . . . . . . . . . . . . . . . . . . . . . . . . . . . . . . . . . . . . . . . . . . . . . . . . . . . . . . . . . . . . . . . . . . . . . . . . . . . . . . . . . . . . . . . . . . . . . . . . . . .: [241, 448, 2354, 461]
- toc-entry-title: 4.8 User-defined types: [113, 526, 218, 539]
- dot-leader: . . . . . . . . . . . . . . . . . . . . . . . . . . . . . . . . . . . . . . . . . . . . . . . . . . . . . . . . . . . . . . . . . . . . . . . . . . . . . . . . . . . . . . . . . . . . . . . . . . . . . . . . . . . . . . . . . . . . . . . . . . . . . . . . . . . . . . . . . . . . . . . . . . . . . . . . . . . . . . . . . . . . . . . . . . . . . . . . . . . . . . . . . . . . . . . . . . . . . . . .: [216, 957, 2330, 970]
- toc-entry[interactable]: [94, 247, 2479, 263]
- toc-entry-title: 4.7.1 Datetimes: [113, 495, 186, 508]
- toc-entry-page: 20: [2375, 465, 2387, 478]
- toc-entry[interactable]: [94, 463, 2387, 479]
- toc-entry-title: 4.8.2.3 Locators: [113, 202, 188, 215]
- toc-entry-page: 33: [2365, 881, 2377, 894]
- dot-leader: . . . . . . . . . . . . . . . . . . . . . . . . . . . . . . . . . . . . . . . . . . . . . . . . . . . . . . . . . . . . . . . . . . . . . . . . . . . . . . . . . . . . . . . . . . . . . . . . . . . . . . . . . . . . . . . . . . . . . . . . . . . . . . . . . . . . . . . . . . . . . . . . . . . . . . . . . . . . . . . . . . . . . . . . . . . . . . . . . . . . . . . . . . . . . . . . . . . . . . . .: [250, 880, 2363, 893]
- toc-entry-title: 4.30.2 SQL-statements classified by functions: [113, 788, 326, 801]
- dot-leader: . . . . . . . . . . . . . . . . . . . . . . . . . . . . . . . . . . . . . . . . . . . . . . . . . . . . . . . . . . . . . . . . . . . . . . . . . . . . . . . . . . . . . . . . . . . . . . . . . . . . . . . . . . . . . . . . . . . . . . . . . . . . . . . . . . . . . . . . . . . . . . . . . . . . . . . . . . . . . . . . . . . . . . . . . . . . . . . . . . . . . . . . . . . . . . . . . . . . . . . .: [188, 927, 2302, 940]
- toc-entry-title: 4.10 Reference types: [113, 588, 210, 601]
- toc-entry-title: 5.6.5.1 Additional functional classes of SQL-statements: [113, 263, 370, 277]
- toc-entry-page: 24: [2335, 603, 2347, 616]
- toc-entry[interactable]: [94, 803, 2451, 818]
- page-number: 2: [59, 1030, 67, 1046]
- toc-entry-page: 25: [2397, 649, 2409, 662]
- dot-leader: . . . . . . . . . . . . . . . . . . . . . . . . . . . . . . . . . . . . . . . . . . . . . . . . . . . . . . . . . . . . . . . . . . . . . . . . . . . . . . . . . . . . . . . . . . . . . . . . . . . . . . . . . . . . . . . . . . . . . . . . . . . . . . . . . . . . . . . . . . . . . . . . . . . . . . . . . . . . . . . . . . . . . . . . . . . . . . . . . . . . . . . . . . . . . . . . . . . . . . . .: [355, 941, 2469, 955]
- toc-entry-page: 36: [2350, 912, 2363, 925]
